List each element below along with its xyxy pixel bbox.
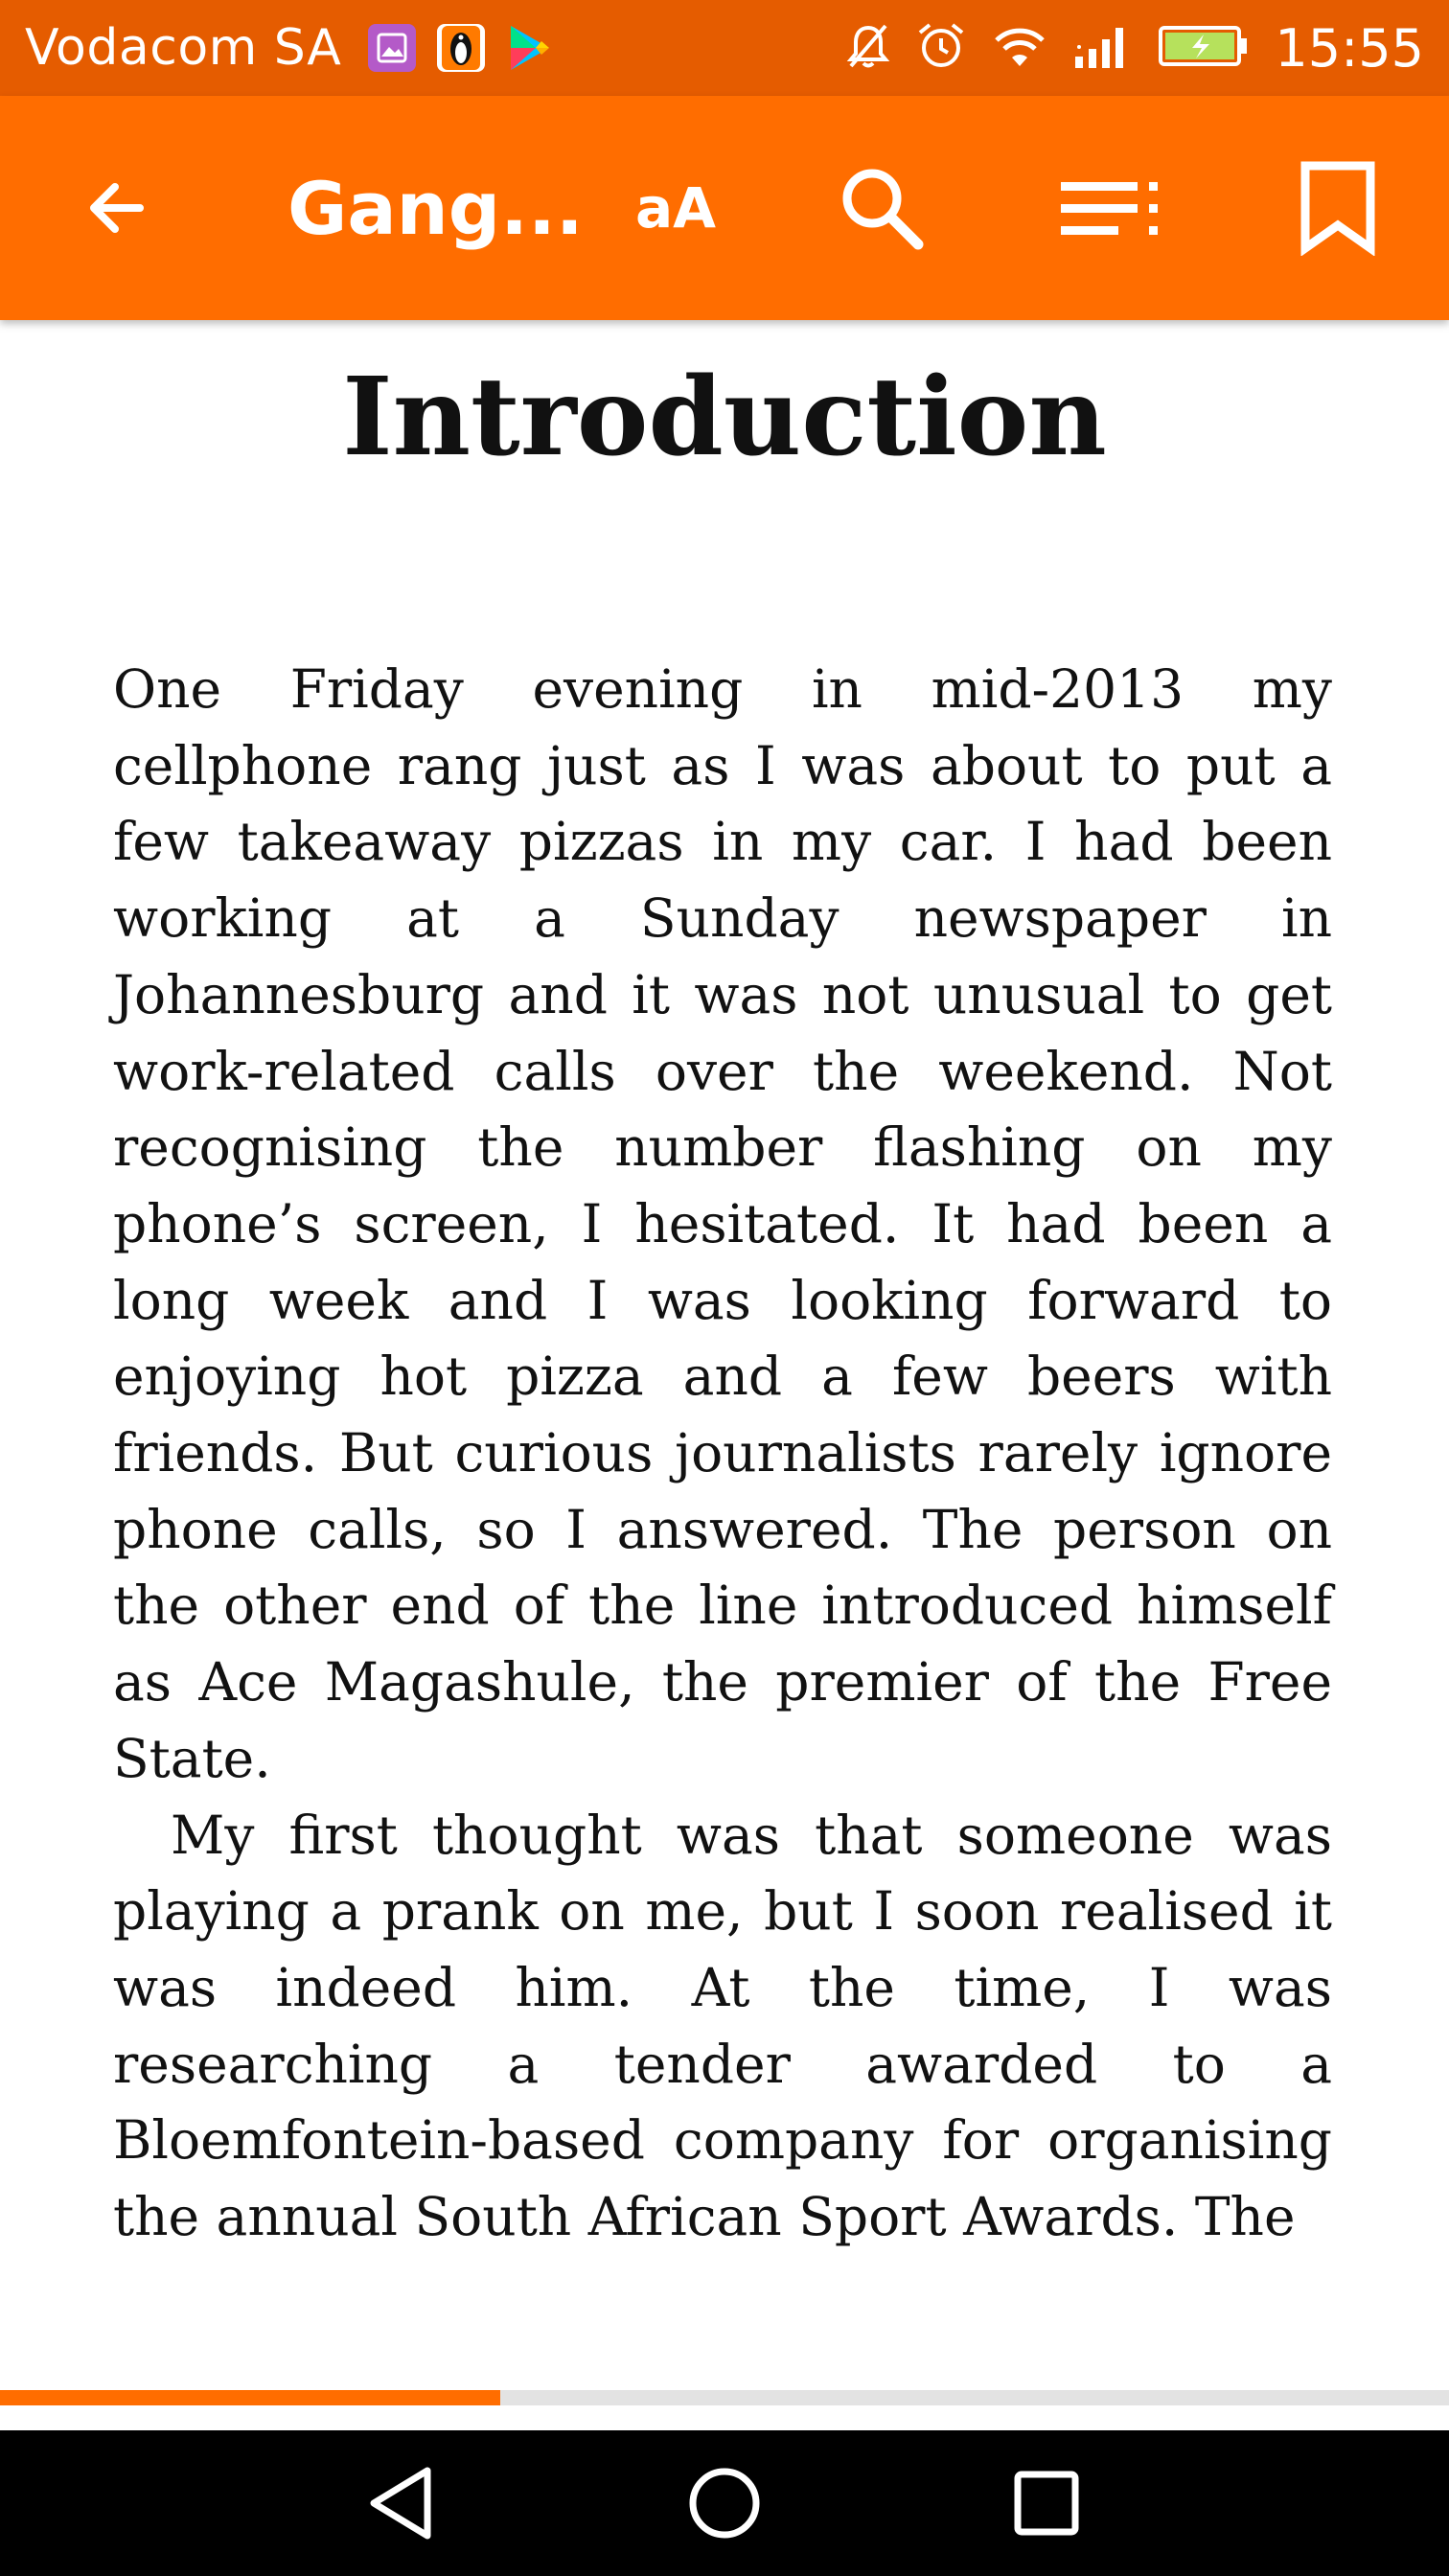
- search-button[interactable]: [824, 96, 939, 320]
- gallery-notification-icon: [368, 24, 416, 72]
- font-size-label: aA: [634, 175, 717, 241]
- wifi-icon: [991, 22, 1048, 74]
- bookmark-button[interactable]: [1280, 96, 1395, 320]
- paragraph: One Friday evening in mid-2013 my cellphone rang just as I was about to put a few takeaway pizzas in my car. I had been working at a Sunday newspaper in Johannesburg and it was not unusual to get work-related calls over the weekend. Not recognising the number flashing on my phone’s screen, I hesitated. It had been a long week and I was looking forward to enjoying hot pizza and a few beers with friends. But curious journalists rarely ignore phone calls, so I answered. The person on the other end of the line introduced himself as Ace Magashule, the premier of the Free State.: [113, 658, 1332, 1789]
- signal-icon: [1073, 22, 1133, 74]
- nav-recents-button[interactable]: [970, 2430, 1123, 2576]
- status-bar: [0, 0, 1449, 96]
- back-button[interactable]: [58, 96, 172, 320]
- chapter-title: Introduction: [342, 355, 1107, 480]
- back-triangle-icon: [364, 2465, 441, 2542]
- recents-square-icon: [1008, 2465, 1085, 2542]
- search-icon: [834, 160, 930, 256]
- nav-home-button[interactable]: [648, 2430, 801, 2576]
- app-bar: [0, 96, 1449, 320]
- page-text[interactable]: [113, 652, 1332, 2256]
- home-circle-icon: [686, 2465, 763, 2542]
- alarm-icon: [916, 21, 966, 75]
- reading-progress-bar[interactable]: [0, 2390, 1449, 2405]
- back-arrow-icon: [80, 173, 150, 242]
- book-title: Gang...: [288, 165, 584, 251]
- clock: 15:55: [1275, 17, 1424, 79]
- mute-icon: [845, 22, 891, 74]
- reading-progress-fill: [0, 2390, 500, 2405]
- carrier-name: Vodacom SA: [25, 19, 342, 77]
- table-of-contents-button[interactable]: [1054, 96, 1169, 320]
- play-store-icon: [506, 24, 554, 72]
- font-size-button[interactable]: [613, 96, 738, 320]
- paragraph: My first thought was that someone was playing a prank on me, but I soon realised it was indeed him. At the time, I was researching a tender awarded to a Bloemfontein-based company for organising the annual South African Sport Awards. The: [113, 1804, 1332, 2248]
- table-of-contents-icon: [1059, 174, 1164, 242]
- navigation-bar: [0, 2430, 1449, 2576]
- nav-back-button[interactable]: [326, 2430, 479, 2576]
- battery-charging-icon: [1158, 23, 1250, 73]
- notification-icons: [368, 24, 554, 72]
- penguin-app-icon: [437, 24, 485, 72]
- bookmark-icon: [1298, 160, 1378, 256]
